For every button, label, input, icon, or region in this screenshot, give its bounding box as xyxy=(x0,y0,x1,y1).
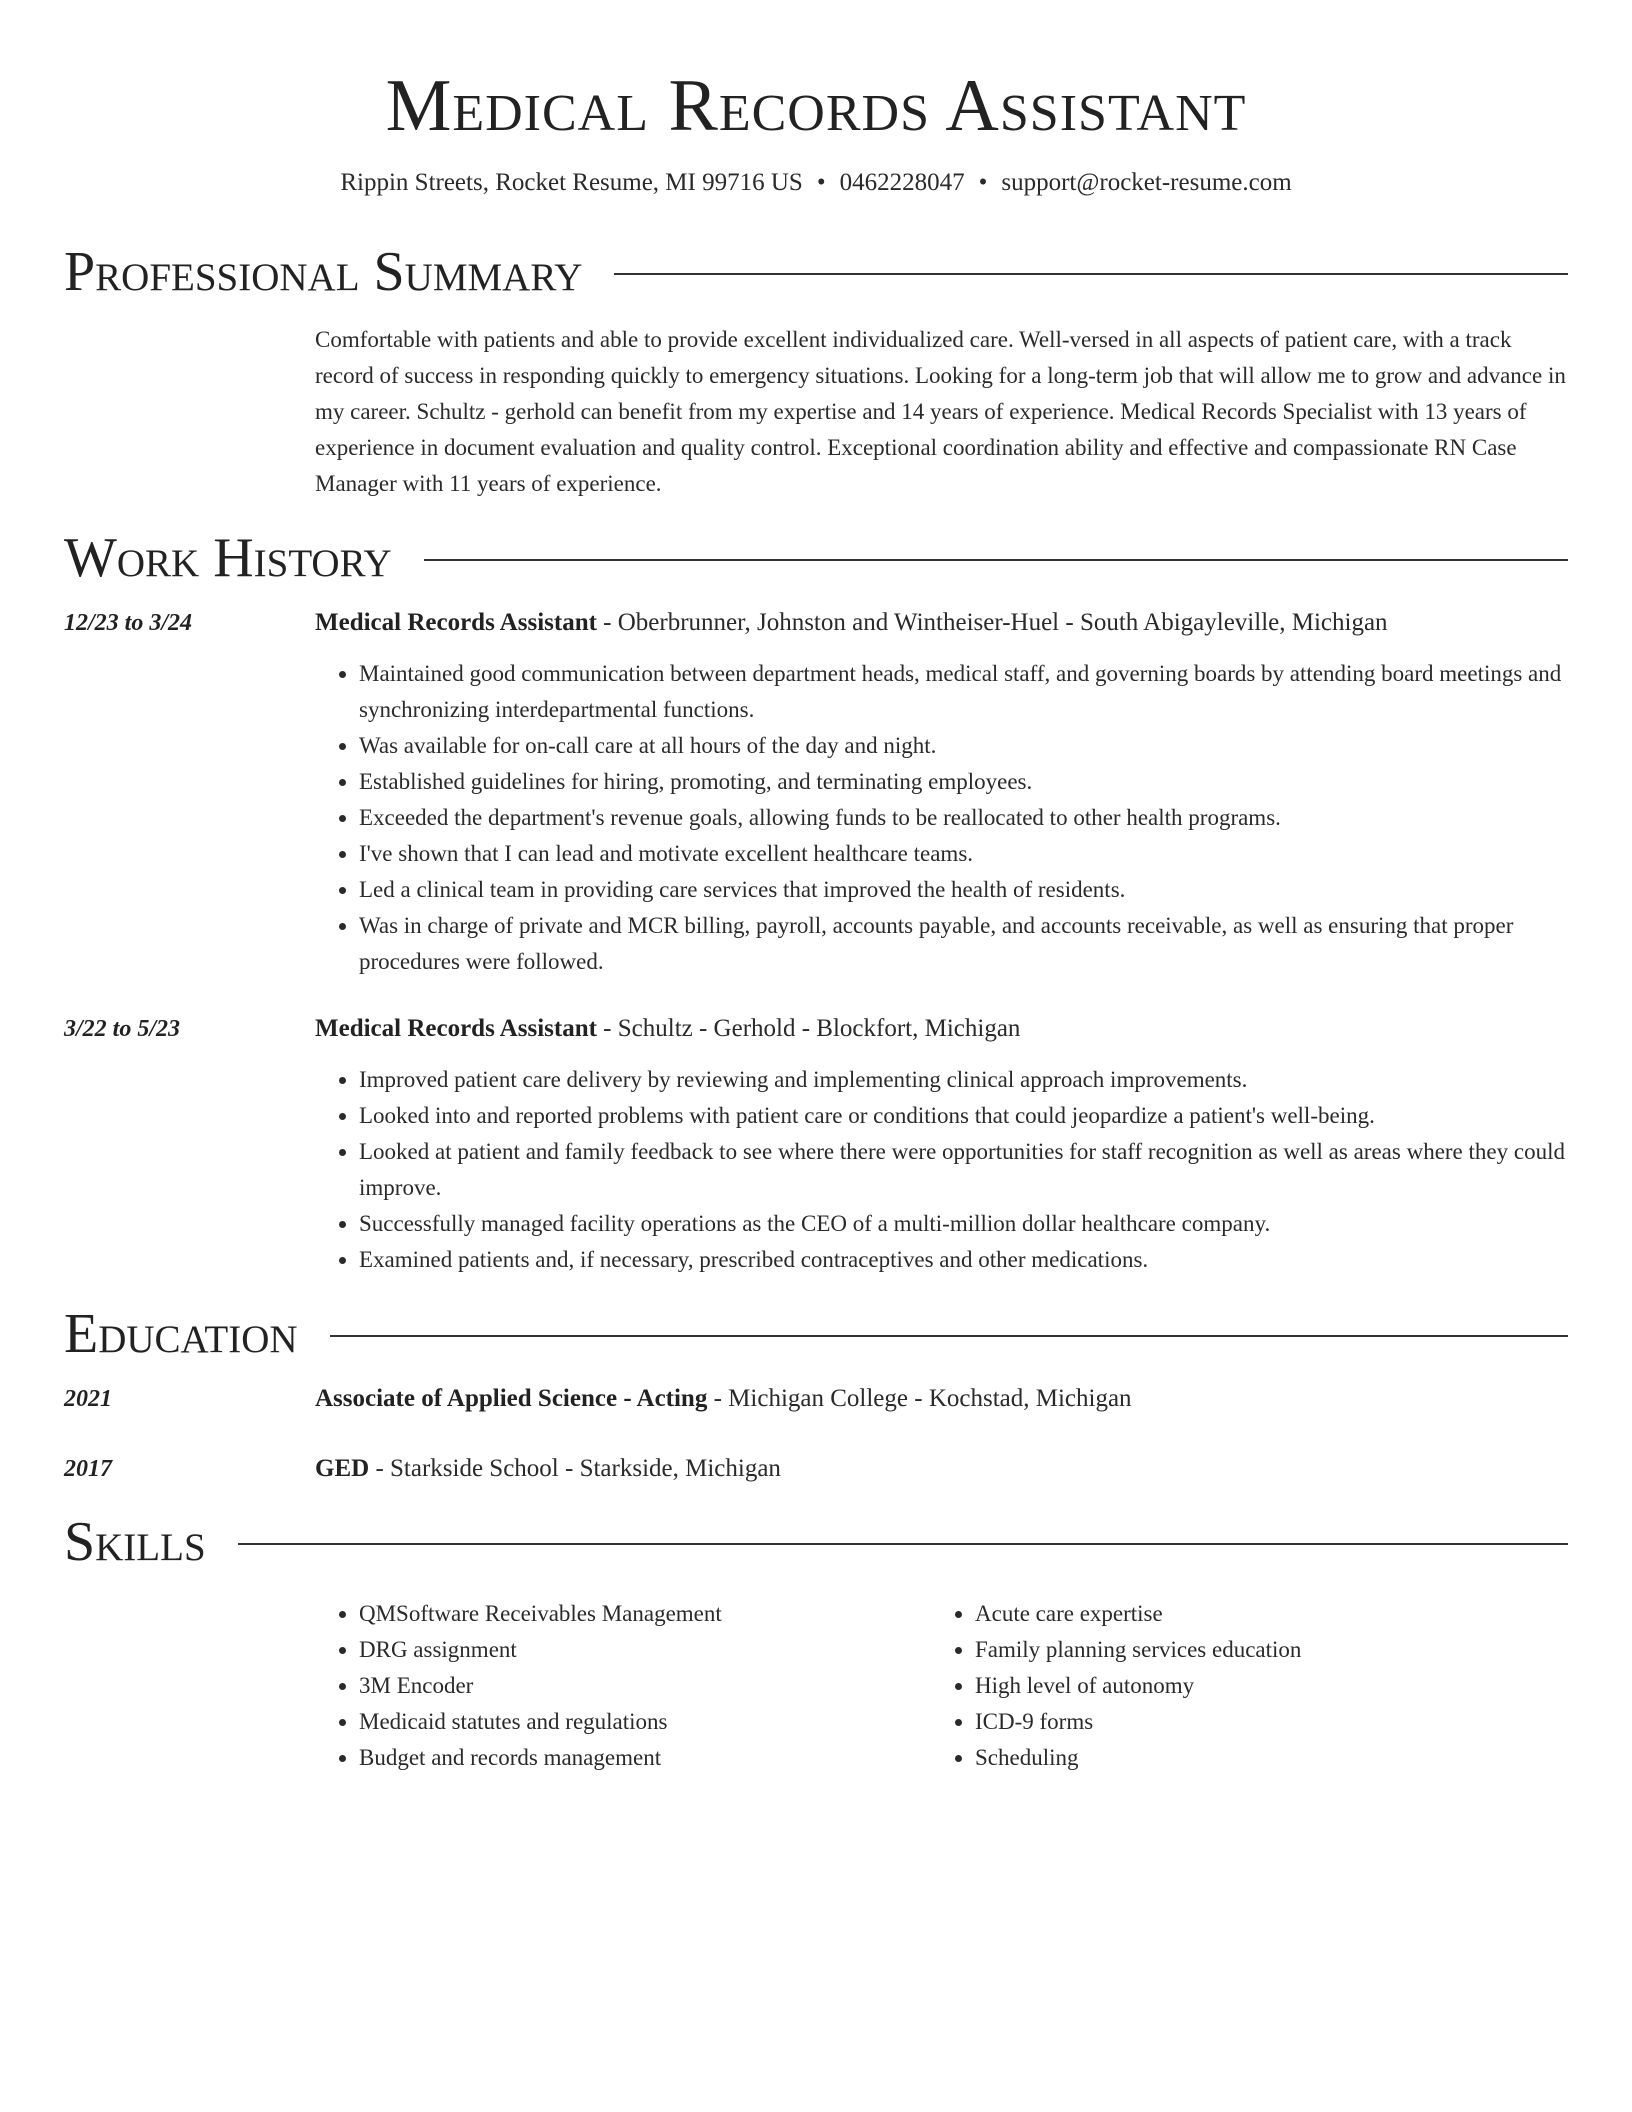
education-section-header xyxy=(64,1302,1568,1366)
job-details: - Schultz - Gerhold - Blockfort, Michigan xyxy=(596,1015,1021,1042)
section-divider xyxy=(330,1335,1568,1337)
skills-column-left xyxy=(315,1596,931,1776)
contact-separator: • xyxy=(978,169,988,196)
job-heading xyxy=(315,606,1568,640)
education-degree: GED xyxy=(315,1455,370,1482)
job-body xyxy=(315,1012,1568,1278)
job-bullets xyxy=(315,656,1568,980)
job-bullet: • Was available for on-call care at all hours of the day and night. xyxy=(359,728,1568,764)
work-section-title: Work History xyxy=(64,527,392,589)
job-bullet: • Maintained good communication between department heads, medical staff, and governing boards by attending board meetings and synchronizing interdepartmental functions. xyxy=(359,656,1568,728)
job-bullet: • Exceeded the department's revenue goals, allowing funds to be reallocated to other health programs. xyxy=(359,800,1568,836)
skill-item: • Budget and records management xyxy=(359,1740,931,1776)
job-dates: 12/23 to 3/24 xyxy=(64,610,193,636)
job-heading xyxy=(315,1012,1568,1046)
skill-item: • High level of autonomy xyxy=(975,1668,1547,1704)
job-bullets xyxy=(315,1062,1568,1278)
skills-column-right xyxy=(931,1596,1547,1776)
skills-list xyxy=(315,1596,1568,1776)
resume-name: Medical Records Assistant xyxy=(385,65,1247,147)
job-bullet: • Looked into and reported problems with patient care or conditions that could jeopardize a patient's well-being. xyxy=(359,1098,1568,1134)
skill-item: • QMSoftware Receivables Management xyxy=(359,1596,931,1632)
skill-item: • ICD-9 forms xyxy=(975,1704,1547,1740)
job-bullet: • Successfully managed facility operations as the CEO of a multi-million dollar healthcare company. xyxy=(359,1206,1568,1242)
job-bullet: • Examined patients and, if necessary, prescribed contraceptives and other medications. xyxy=(359,1242,1568,1278)
section-divider xyxy=(238,1543,1568,1545)
job-bullet: • I've shown that I can lead and motivate excellent healthcare teams. xyxy=(359,836,1568,872)
section-divider xyxy=(614,273,1568,275)
job-dates: 3/22 to 5/23 xyxy=(64,1016,181,1042)
contact-address: Rippin Streets, Rocket Resume, MI 99716 US xyxy=(340,169,803,196)
education-heading xyxy=(315,1452,1568,1486)
education-body xyxy=(315,1382,1568,1416)
job-bullet: • Established guidelines for hiring, promoting, and terminating employees. xyxy=(359,764,1568,800)
skill-item: • 3M Encoder xyxy=(359,1668,931,1704)
contact-phone: 0462228047 xyxy=(839,169,965,196)
skill-item: • Medicaid statutes and regulations xyxy=(359,1704,931,1740)
job-entry xyxy=(64,606,1568,980)
skill-item: • DRG assignment xyxy=(359,1632,931,1668)
summary-section-title: Professional Summary xyxy=(64,241,583,303)
skills-section-header xyxy=(64,1510,1568,1574)
summary-section-header xyxy=(64,240,1568,304)
job-entry xyxy=(64,1012,1568,1278)
work-section-header xyxy=(64,526,1568,590)
skill-item: • Family planning services education xyxy=(975,1632,1547,1668)
job-details: - Oberbrunner, Johnston and Wintheiser-Huel - South Abigayleville, Michigan xyxy=(596,609,1388,636)
job-bullet: • Looked at patient and family feedback to see where there were opportunities for staff recognition as well as areas where they could improve. xyxy=(359,1134,1568,1206)
skill-item: • Scheduling xyxy=(975,1740,1547,1776)
job-bullet: • Led a clinical team in providing care services that improved the health of residents. xyxy=(359,872,1568,908)
education-section-title: Education xyxy=(64,1303,298,1365)
contact-email: support@rocket-resume.com xyxy=(1001,169,1292,196)
summary-text: Comfortable with patients and able to provide excellent individualized care. Well-versed in all aspects of patient care, with a track record of success in responding quickly to emergency situations. Looking for a long-term job that will allow me to grow and advance in my career. Schultz - gerhold can benefit from my expertise and 14 years of experience. Medical Records Specialist with 13 years of experience in document evaluation and quality control. Exceptional coordination ability and effective and compassionate RN Case Manager with 11 years of experience. xyxy=(315,327,1566,496)
job-role: Medical Records Assistant xyxy=(315,1015,597,1042)
education-entry xyxy=(64,1382,1568,1416)
skill-item: • Acute care expertise xyxy=(975,1596,1547,1632)
job-bullet: • Was in charge of private and MCR billing, payroll, accounts payable, and accounts receivable, as well as ensuring that proper procedures were followed. xyxy=(359,908,1568,980)
education-year: 2017 xyxy=(64,1456,112,1482)
education-details: - Starkside School - Starkside, Michigan xyxy=(369,1455,781,1482)
skills-section-title: Skills xyxy=(64,1511,206,1573)
resume-page xyxy=(64,0,1568,1776)
section-divider xyxy=(424,559,1568,561)
education-entry xyxy=(64,1452,1568,1486)
contact-line xyxy=(64,166,1568,200)
education-degree: Associate of Applied Science - Acting xyxy=(315,1385,708,1412)
education-heading xyxy=(315,1382,1568,1416)
job-bullet: • Improved patient care delivery by reviewing and implementing clinical approach improvements. xyxy=(359,1062,1568,1098)
education-year: 2021 xyxy=(64,1386,112,1412)
job-body xyxy=(315,606,1568,980)
education-details: - Michigan College - Kochstad, Michigan xyxy=(707,1385,1132,1412)
job-role: Medical Records Assistant xyxy=(315,609,597,636)
contact-separator: • xyxy=(816,169,826,196)
education-body xyxy=(315,1452,1568,1486)
